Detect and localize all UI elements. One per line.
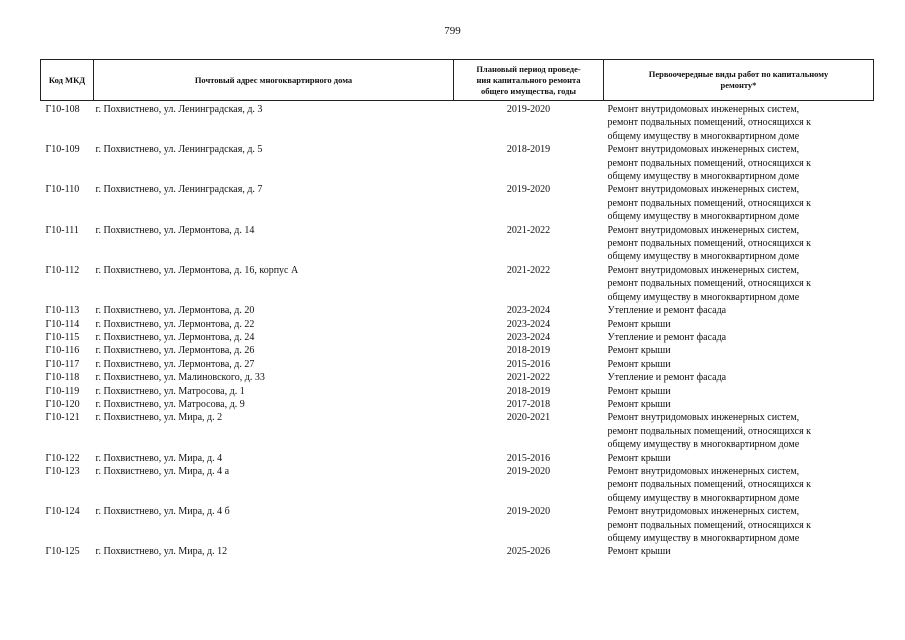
postal-address: г. Похвистнево, ул. Матросова, д. 9 (95, 398, 245, 410)
postal-address: г. Похвистнево, ул. Мира, д. 4 а (95, 465, 230, 477)
priority-works-line: общему имуществу в многоквартирном доме (607, 291, 800, 303)
planned-period: 2019-2020 (506, 104, 551, 115)
postal-address: г. Похвистнево, ул. Мира, д. 12 (95, 546, 228, 558)
priority-works-line: Ремонт внутридомовых инженерных систем, (607, 144, 800, 156)
mkd-code: Г10-121 (45, 412, 80, 424)
header-works (604, 60, 874, 101)
table-row (41, 264, 874, 304)
priority-works-line: общему имуществу в многоквартирном доме (607, 171, 800, 183)
table-row (41, 505, 874, 545)
postal-address: г. Похвистнево, ул. Мира, д. 4 б (95, 506, 230, 518)
page-number: 799 (444, 25, 461, 37)
mkd-code: Г10-119 (45, 385, 80, 397)
planned-period: 2018-2019 (506, 345, 551, 357)
priority-works-line: общему имуществу в многоквартирном доме (607, 533, 800, 544)
priority-works-line: Ремонт внутридомовых инженерных систем, (607, 465, 800, 477)
mkd-code: Г10-109 (45, 144, 80, 156)
priority-works (604, 371, 874, 384)
planned-period: 2021-2022 (506, 224, 551, 236)
priority-works (604, 452, 874, 465)
priority-works-line: ремонт подвальных помещений, относящихся к (607, 479, 812, 491)
priority-works (604, 465, 874, 505)
mkd-code: Г10-125 (45, 546, 80, 558)
priority-works-line: Ремонт крыши (607, 385, 671, 397)
postal-address: г. Похвистнево, ул. Лермонтова, д. 24 (95, 331, 255, 343)
header-works-line: Первоочередные виды работ по капитальному (648, 69, 829, 79)
priority-works (604, 385, 874, 398)
planned-period: 2023-2024 (506, 331, 551, 343)
priority-works-line: ремонт подвальных помещений, относящихся к (607, 278, 812, 290)
mkd-code: Г10-120 (45, 398, 80, 410)
priority-works-line: Ремонт крыши (607, 546, 671, 558)
priority-works-line: Ремонт внутридомовых инженерных систем, (607, 264, 800, 276)
mkd-code: Г10-114 (45, 318, 80, 330)
postal-address: г. Похвистнево, ул. Лермонтова, д. 27 (95, 358, 255, 370)
header-period-line: Плановый период проведе- (476, 63, 581, 74)
table-row (41, 183, 874, 223)
priority-works (604, 318, 874, 331)
priority-works (604, 358, 874, 371)
header-address: Почтовый адрес многоквартирного дома (94, 60, 454, 101)
table-row (41, 304, 874, 317)
table-row (41, 101, 874, 144)
priority-works-line: ремонт подвальных помещений, относящихся к (607, 238, 812, 250)
priority-works-line: Ремонт крыши (607, 358, 671, 370)
priority-works-line: общему имуществу в многоквартирном доме (607, 211, 800, 223)
header-period-line: общего имущества, годы (480, 85, 577, 96)
priority-works-line: Утепление и ремонт фасада (607, 372, 727, 384)
table-row (41, 344, 874, 357)
priority-works-line: ремонт подвальных помещений, относящихся к (607, 519, 812, 531)
planned-period: 2015-2016 (506, 358, 551, 370)
priority-works (604, 101, 874, 144)
planned-period: 2021-2022 (506, 372, 551, 384)
priority-works-line: Утепление и ремонт фасада (607, 331, 727, 343)
housing-repair-table (40, 59, 874, 559)
planned-period: 2025-2026 (506, 546, 551, 558)
priority-works-line: Ремонт внутридомовых инженерных систем, (607, 184, 800, 196)
postal-address: г. Похвистнево, ул. Лермонтова, д. 26 (95, 345, 255, 357)
planned-period: 2018-2019 (506, 144, 551, 156)
postal-address: г. Похвистнево, ул. Ленинградская, д. 5 (95, 144, 263, 156)
table-header (41, 60, 874, 101)
priority-works-line: Утепление и ремонт фасада (607, 305, 727, 317)
priority-works (604, 398, 874, 411)
planned-period: 2017-2018 (506, 398, 551, 410)
table-row (41, 224, 874, 264)
mkd-code: Г10-112 (45, 264, 80, 276)
planned-period: 2021-2022 (506, 264, 551, 276)
priority-works (604, 143, 874, 183)
priority-works-line: Ремонт внутридомовых инженерных систем, (607, 412, 800, 424)
priority-works-line: ремонт подвальных помещений, относящихся к (607, 197, 812, 209)
planned-period: 2019-2020 (506, 465, 551, 477)
postal-address: г. Похвистнево, ул. Мира, д. 4 (95, 452, 223, 464)
header-works-line: ремонту* (720, 80, 757, 90)
priority-works (604, 183, 874, 223)
postal-address: г. Похвистнево, ул. Лермонтова, д. 22 (95, 318, 255, 330)
priority-works-line: Ремонт крыши (607, 345, 671, 357)
priority-works (604, 344, 874, 357)
postal-address: г. Похвистнево, ул. Лермонтова, д. 20 (95, 305, 255, 317)
mkd-code: Г10-108 (45, 104, 80, 115)
planned-period: 2015-2016 (506, 452, 551, 464)
priority-works-line: общему имуществу в многоквартирном доме (607, 492, 800, 504)
table-row (41, 545, 874, 558)
table-row (41, 371, 874, 384)
header-period (454, 60, 604, 101)
table-row (41, 143, 874, 183)
priority-works (604, 264, 874, 304)
priority-works-line: Ремонт крыши (607, 452, 671, 464)
mkd-code: Г10-115 (45, 331, 80, 343)
header-code: Код МКД (41, 60, 94, 101)
mkd-code: Г10-118 (45, 372, 80, 384)
postal-address: г. Похвистнево, ул. Лермонтова, д. 16, корпус А (95, 264, 299, 276)
postal-address: г. Похвистнево, ул. Ленинградская, д. 3 (95, 104, 263, 115)
planned-period: 2019-2020 (506, 184, 551, 196)
mkd-code: Г10-117 (45, 358, 80, 370)
planned-period: 2018-2019 (506, 385, 551, 397)
postal-address: г. Похвистнево, ул. Мира, д. 2 (95, 412, 223, 424)
table-row (41, 411, 874, 451)
priority-works (604, 545, 874, 558)
priority-works-line: ремонт подвальных помещений, относящихся к (607, 157, 812, 169)
mkd-code: Г10-116 (45, 345, 80, 357)
priority-works-line: Ремонт крыши (607, 318, 671, 330)
postal-address: г. Похвистнево, ул. Ленинградская, д. 7 (95, 184, 263, 196)
planned-period: 2020-2021 (506, 412, 551, 424)
postal-address: г. Похвистнево, ул. Лермонтова, д. 14 (95, 224, 255, 236)
priority-works-line: Ремонт внутридомовых инженерных систем, (607, 506, 800, 518)
planned-period: 2023-2024 (506, 305, 551, 317)
priority-works (604, 331, 874, 344)
priority-works (604, 505, 874, 545)
postal-address: г. Похвистнево, ул. Матросова, д. 1 (95, 385, 245, 397)
planned-period: 2019-2020 (506, 506, 551, 518)
priority-works (604, 224, 874, 264)
priority-works (604, 411, 874, 451)
priority-works-line: ремонт подвальных помещений, относящихся к (607, 425, 812, 437)
table-row (41, 398, 874, 411)
priority-works-line: ремонт подвальных помещений, относящихся к (607, 117, 812, 129)
priority-works-line: Ремонт внутридомовых инженерных систем, (607, 224, 800, 236)
mkd-code: Г10-110 (45, 184, 80, 196)
priority-works-line: общему имуществу в многоквартирном доме (607, 439, 800, 451)
mkd-code: Г10-124 (45, 506, 80, 518)
mkd-code: Г10-111 (45, 224, 79, 236)
priority-works-line: общему имуществу в многоквартирном доме (607, 130, 800, 142)
priority-works-line: Ремонт крыши (607, 398, 671, 410)
priority-works-line: общему имуществу в многоквартирном доме (607, 251, 800, 263)
mkd-code: Г10-113 (45, 305, 80, 317)
mkd-code: Г10-123 (45, 465, 80, 477)
table-row (41, 452, 874, 465)
mkd-code: Г10-122 (45, 452, 80, 464)
table-row (41, 318, 874, 331)
table-row (41, 331, 874, 344)
priority-works-line: Ремонт внутридомовых инженерных систем, (607, 104, 800, 115)
table-body (41, 101, 874, 559)
table-row (41, 465, 874, 505)
postal-address: г. Похвистнево, ул. Малиновского, д. 33 (95, 372, 265, 384)
planned-period: 2023-2024 (506, 318, 551, 330)
table-row (41, 358, 874, 371)
header-period-line: ния капитального ремонта (476, 74, 581, 85)
table-row (41, 385, 874, 398)
priority-works (604, 304, 874, 317)
